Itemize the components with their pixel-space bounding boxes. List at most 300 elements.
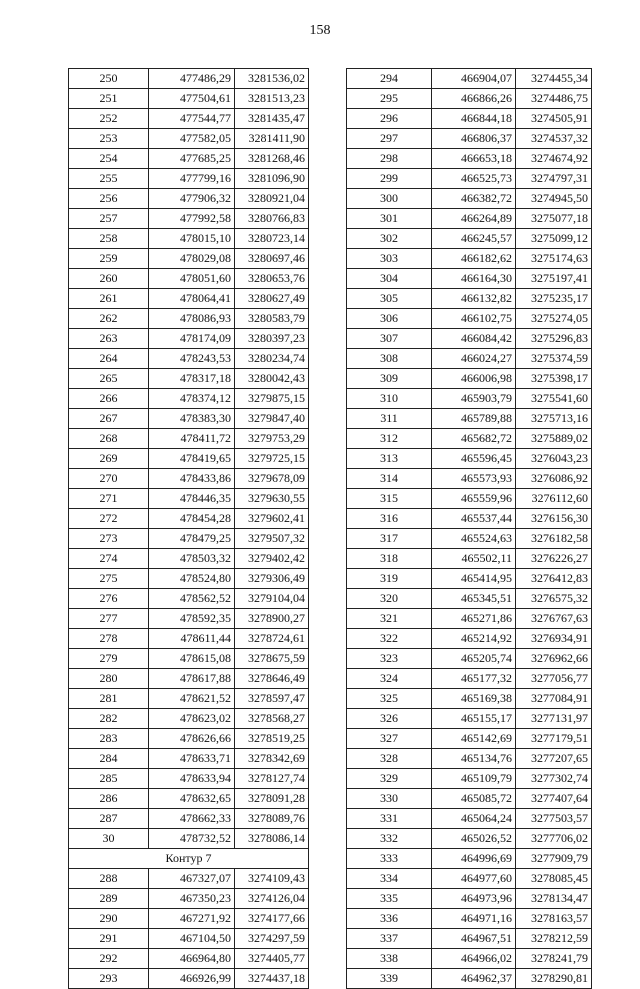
point-number: 323	[347, 649, 432, 669]
point-number: 285	[69, 769, 149, 789]
table-row	[69, 109, 309, 129]
table-row	[347, 909, 592, 929]
table-row	[69, 129, 309, 149]
x-coordinate: 465903,79	[432, 389, 516, 409]
x-coordinate: 478243,53	[149, 349, 235, 369]
coordinates-table-right-body	[347, 69, 592, 989]
point-number: 305	[347, 289, 432, 309]
x-coordinate: 464971,16	[432, 909, 516, 929]
table-row	[69, 389, 309, 409]
x-coordinate: 478662,33	[149, 809, 235, 829]
table-row	[347, 149, 592, 169]
table-row	[347, 389, 592, 409]
x-coordinate: 478064,41	[149, 289, 235, 309]
x-coordinate: 466024,27	[432, 349, 516, 369]
table-row	[69, 249, 309, 269]
x-coordinate: 478411,72	[149, 429, 235, 449]
x-coordinate: 478454,28	[149, 509, 235, 529]
table-row	[347, 489, 592, 509]
y-coordinate: 3274126,04	[235, 889, 309, 909]
y-coordinate: 3279725,15	[235, 449, 309, 469]
table-row	[69, 369, 309, 389]
x-coordinate: 478051,60	[149, 269, 235, 289]
table-row	[347, 849, 592, 869]
point-number: 319	[347, 569, 432, 589]
x-coordinate: 478086,93	[149, 309, 235, 329]
x-coordinate: 467104,50	[149, 929, 235, 949]
x-coordinate: 478174,09	[149, 329, 235, 349]
point-number: 273	[69, 529, 149, 549]
point-number: 311	[347, 409, 432, 429]
x-coordinate: 465524,63	[432, 529, 516, 549]
table-row	[347, 729, 592, 749]
y-coordinate: 3274945,50	[516, 189, 592, 209]
y-coordinate: 3276934,91	[516, 629, 592, 649]
coordinates-table-right	[346, 68, 592, 989]
y-coordinate: 3277503,57	[516, 809, 592, 829]
y-coordinate: 3275174,63	[516, 249, 592, 269]
table-row	[69, 329, 309, 349]
y-coordinate: 3274297,59	[235, 929, 309, 949]
table-row	[347, 929, 592, 949]
x-coordinate: 465573,93	[432, 469, 516, 489]
y-coordinate: 3279602,41	[235, 509, 309, 529]
point-number: 298	[347, 149, 432, 169]
point-number: 278	[69, 629, 149, 649]
x-coordinate: 467350,23	[149, 889, 235, 909]
y-coordinate: 3275197,41	[516, 269, 592, 289]
x-coordinate: 465064,24	[432, 809, 516, 829]
y-coordinate: 3275374,59	[516, 349, 592, 369]
x-coordinate: 465789,88	[432, 409, 516, 429]
table-row	[69, 469, 309, 489]
x-coordinate: 466964,80	[149, 949, 235, 969]
table-row	[347, 169, 592, 189]
table-row	[347, 409, 592, 429]
x-coordinate: 478374,12	[149, 389, 235, 409]
y-coordinate: 3278900,27	[235, 609, 309, 629]
table-row	[347, 889, 592, 909]
point-number: 256	[69, 189, 149, 209]
point-number: 264	[69, 349, 149, 369]
y-coordinate: 3276226,27	[516, 549, 592, 569]
y-coordinate: 3279306,49	[235, 569, 309, 589]
table-row	[347, 229, 592, 249]
x-coordinate: 464973,96	[432, 889, 516, 909]
x-coordinate: 465502,11	[432, 549, 516, 569]
x-coordinate: 478617,88	[149, 669, 235, 689]
y-coordinate: 3278086,14	[235, 829, 309, 849]
table-row	[69, 709, 309, 729]
point-number: 283	[69, 729, 149, 749]
x-coordinate: 465085,72	[432, 789, 516, 809]
point-number: 301	[347, 209, 432, 229]
coordinates-table-left-body	[69, 69, 309, 989]
table-row	[69, 169, 309, 189]
x-coordinate: 466653,18	[432, 149, 516, 169]
table-row	[69, 209, 309, 229]
y-coordinate: 3280921,04	[235, 189, 309, 209]
table-row	[69, 729, 309, 749]
point-number: 329	[347, 769, 432, 789]
table-row	[69, 449, 309, 469]
y-coordinate: 3280234,74	[235, 349, 309, 369]
table-row	[69, 629, 309, 649]
x-coordinate: 478626,66	[149, 729, 235, 749]
table-row	[347, 189, 592, 209]
y-coordinate: 3278212,59	[516, 929, 592, 949]
table-row	[69, 869, 309, 889]
x-coordinate: 478633,71	[149, 749, 235, 769]
point-number: 274	[69, 549, 149, 569]
x-coordinate: 478317,18	[149, 369, 235, 389]
table-row	[69, 289, 309, 309]
x-coordinate: 478383,30	[149, 409, 235, 429]
point-number: 310	[347, 389, 432, 409]
point-number: 324	[347, 669, 432, 689]
y-coordinate: 3274109,43	[235, 869, 309, 889]
point-number: 272	[69, 509, 149, 529]
y-coordinate: 3277706,02	[516, 829, 592, 849]
y-coordinate: 3280697,46	[235, 249, 309, 269]
x-coordinate: 478446,35	[149, 489, 235, 509]
point-number: 257	[69, 209, 149, 229]
table-row	[347, 449, 592, 469]
y-coordinate: 3274455,34	[516, 69, 592, 89]
x-coordinate: 464962,37	[432, 969, 516, 989]
y-coordinate: 3276575,32	[516, 589, 592, 609]
table-row	[347, 349, 592, 369]
point-number: 295	[347, 89, 432, 109]
y-coordinate: 3275099,12	[516, 229, 592, 249]
table-row	[347, 769, 592, 789]
point-number: 328	[347, 749, 432, 769]
y-coordinate: 3280627,49	[235, 289, 309, 309]
table-row	[69, 189, 309, 209]
y-coordinate: 3274797,31	[516, 169, 592, 189]
point-number: 333	[347, 849, 432, 869]
y-coordinate: 3279875,15	[235, 389, 309, 409]
y-coordinate: 3281435,47	[235, 109, 309, 129]
point-number: 303	[347, 249, 432, 269]
y-coordinate: 3281096,90	[235, 169, 309, 189]
table-row	[69, 589, 309, 609]
x-coordinate: 464967,51	[432, 929, 516, 949]
point-number: 263	[69, 329, 149, 349]
point-number: 260	[69, 269, 149, 289]
y-coordinate: 3274177,66	[235, 909, 309, 929]
x-coordinate: 466164,30	[432, 269, 516, 289]
table-row	[347, 869, 592, 889]
x-coordinate: 478621,52	[149, 689, 235, 709]
y-coordinate: 3277407,64	[516, 789, 592, 809]
x-coordinate: 477685,25	[149, 149, 235, 169]
table-row	[69, 309, 309, 329]
y-coordinate: 3281268,46	[235, 149, 309, 169]
y-coordinate: 3280397,23	[235, 329, 309, 349]
table-row	[69, 769, 309, 789]
y-coordinate: 3278089,76	[235, 809, 309, 829]
point-number: 309	[347, 369, 432, 389]
y-coordinate: 3276043,23	[516, 449, 592, 469]
point-number: 307	[347, 329, 432, 349]
table-row	[69, 149, 309, 169]
y-coordinate: 3277056,77	[516, 669, 592, 689]
coordinates-table-left	[68, 68, 309, 989]
y-coordinate: 3278342,69	[235, 749, 309, 769]
point-number: 299	[347, 169, 432, 189]
point-number: 268	[69, 429, 149, 449]
table-row	[69, 649, 309, 669]
point-number: 315	[347, 489, 432, 509]
table-row	[69, 549, 309, 569]
table-row	[69, 429, 309, 449]
point-number: 287	[69, 809, 149, 829]
y-coordinate: 3275077,18	[516, 209, 592, 229]
x-coordinate: 478623,02	[149, 709, 235, 729]
table-row	[347, 949, 592, 969]
y-coordinate: 3279104,04	[235, 589, 309, 609]
table-row	[69, 669, 309, 689]
table-row	[347, 429, 592, 449]
point-number: 308	[347, 349, 432, 369]
table-row	[347, 129, 592, 149]
point-number: 326	[347, 709, 432, 729]
y-coordinate: 3274437,18	[235, 969, 309, 989]
table-row	[69, 269, 309, 289]
point-number: 297	[347, 129, 432, 149]
y-coordinate: 3280723,14	[235, 229, 309, 249]
point-number: 276	[69, 589, 149, 609]
y-coordinate: 3278134,47	[516, 889, 592, 909]
table-row	[69, 909, 309, 929]
y-coordinate: 3280583,79	[235, 309, 309, 329]
table-row	[69, 789, 309, 809]
x-coordinate: 464966,02	[432, 949, 516, 969]
table-row	[347, 89, 592, 109]
table-row	[347, 209, 592, 229]
x-coordinate: 465537,44	[432, 509, 516, 529]
y-coordinate: 3275235,17	[516, 289, 592, 309]
x-coordinate: 465214,92	[432, 629, 516, 649]
x-coordinate: 466904,07	[432, 69, 516, 89]
x-coordinate: 478433,86	[149, 469, 235, 489]
point-number: 321	[347, 609, 432, 629]
table-row	[69, 89, 309, 109]
x-coordinate: 466245,57	[432, 229, 516, 249]
point-number: 281	[69, 689, 149, 709]
point-number: 255	[69, 169, 149, 189]
point-number: 300	[347, 189, 432, 209]
y-coordinate: 3274537,32	[516, 129, 592, 149]
page-number: 158	[309, 23, 331, 38]
point-number: 331	[347, 809, 432, 829]
y-coordinate: 3277179,51	[516, 729, 592, 749]
y-coordinate: 3274505,91	[516, 109, 592, 129]
y-coordinate: 3278519,25	[235, 729, 309, 749]
x-coordinate: 478632,65	[149, 789, 235, 809]
x-coordinate: 478732,52	[149, 829, 235, 849]
y-coordinate: 3276412,83	[516, 569, 592, 589]
x-coordinate: 465271,86	[432, 609, 516, 629]
point-number: 262	[69, 309, 149, 329]
table-row	[69, 749, 309, 769]
table-row	[347, 109, 592, 129]
x-coordinate: 466264,89	[432, 209, 516, 229]
point-number: 269	[69, 449, 149, 469]
table-row	[69, 929, 309, 949]
y-coordinate: 3281411,90	[235, 129, 309, 149]
table-row	[69, 609, 309, 629]
x-coordinate: 465345,51	[432, 589, 516, 609]
point-number: 332	[347, 829, 432, 849]
point-number: 290	[69, 909, 149, 929]
y-coordinate: 3276156,30	[516, 509, 592, 529]
table-row	[347, 69, 592, 89]
table-row	[347, 969, 592, 989]
point-number: 314	[347, 469, 432, 489]
point-number: 339	[347, 969, 432, 989]
point-number: 30	[69, 829, 149, 849]
x-coordinate: 477799,16	[149, 169, 235, 189]
y-coordinate: 3280042,43	[235, 369, 309, 389]
x-coordinate: 477992,58	[149, 209, 235, 229]
point-number: 258	[69, 229, 149, 249]
point-number: 250	[69, 69, 149, 89]
point-number: 292	[69, 949, 149, 969]
table-row	[347, 649, 592, 669]
point-number: 302	[347, 229, 432, 249]
table-row	[347, 589, 592, 609]
point-number: 313	[347, 449, 432, 469]
x-coordinate: 478592,35	[149, 609, 235, 629]
x-coordinate: 477544,77	[149, 109, 235, 129]
point-number: 336	[347, 909, 432, 929]
x-coordinate: 466382,72	[432, 189, 516, 209]
y-coordinate: 3274674,92	[516, 149, 592, 169]
x-coordinate: 465414,95	[432, 569, 516, 589]
y-coordinate: 3278127,74	[235, 769, 309, 789]
x-coordinate: 477906,32	[149, 189, 235, 209]
x-coordinate: 465559,96	[432, 489, 516, 509]
point-number: 337	[347, 929, 432, 949]
x-coordinate: 477486,29	[149, 69, 235, 89]
x-coordinate: 478029,08	[149, 249, 235, 269]
y-coordinate: 3276767,63	[516, 609, 592, 629]
y-coordinate: 3279678,09	[235, 469, 309, 489]
x-coordinate: 478503,32	[149, 549, 235, 569]
x-coordinate: 467271,92	[149, 909, 235, 929]
y-coordinate: 3278085,45	[516, 869, 592, 889]
point-number: 253	[69, 129, 149, 149]
x-coordinate: 466525,73	[432, 169, 516, 189]
table-row	[347, 609, 592, 629]
point-number: 296	[347, 109, 432, 129]
table-row	[347, 249, 592, 269]
point-number: 335	[347, 889, 432, 909]
x-coordinate: 465596,45	[432, 449, 516, 469]
y-coordinate: 3278290,81	[516, 969, 592, 989]
point-number: 252	[69, 109, 149, 129]
table-row	[69, 69, 309, 89]
y-coordinate: 3275398,17	[516, 369, 592, 389]
y-coordinate: 3275541,60	[516, 389, 592, 409]
table-row	[69, 569, 309, 589]
point-number: 318	[347, 549, 432, 569]
x-coordinate: 465109,79	[432, 769, 516, 789]
x-coordinate: 478479,25	[149, 529, 235, 549]
point-number: 254	[69, 149, 149, 169]
x-coordinate: 478633,94	[149, 769, 235, 789]
x-coordinate: 466182,62	[432, 249, 516, 269]
table-row	[347, 709, 592, 729]
y-coordinate: 3279847,40	[235, 409, 309, 429]
point-number: 251	[69, 89, 149, 109]
y-coordinate: 3278724,61	[235, 629, 309, 649]
x-coordinate: 478419,65	[149, 449, 235, 469]
point-number: 267	[69, 409, 149, 429]
x-coordinate: 478562,52	[149, 589, 235, 609]
y-coordinate: 3281513,23	[235, 89, 309, 109]
point-number: 312	[347, 429, 432, 449]
point-number: 325	[347, 689, 432, 709]
table-row	[347, 569, 592, 589]
x-coordinate: 465155,17	[432, 709, 516, 729]
x-coordinate: 465205,74	[432, 649, 516, 669]
table-row	[69, 509, 309, 529]
y-coordinate: 3274405,77	[235, 949, 309, 969]
x-coordinate: 465026,52	[432, 829, 516, 849]
table-row	[347, 629, 592, 649]
x-coordinate: 465177,32	[432, 669, 516, 689]
section-title: Контур 7	[69, 849, 309, 869]
x-coordinate: 478615,08	[149, 649, 235, 669]
table-row	[347, 369, 592, 389]
table-row	[347, 509, 592, 529]
table-row	[69, 689, 309, 709]
x-coordinate: 466844,18	[432, 109, 516, 129]
table-row	[347, 789, 592, 809]
point-number: 284	[69, 749, 149, 769]
table-row	[69, 969, 309, 989]
x-coordinate: 465169,38	[432, 689, 516, 709]
point-number: 338	[347, 949, 432, 969]
y-coordinate: 3275274,05	[516, 309, 592, 329]
x-coordinate: 466926,99	[149, 969, 235, 989]
y-coordinate: 3275296,83	[516, 329, 592, 349]
x-coordinate: 466866,26	[432, 89, 516, 109]
point-number: 271	[69, 489, 149, 509]
y-coordinate: 3278675,59	[235, 649, 309, 669]
x-coordinate: 478524,80	[149, 569, 235, 589]
point-number: 282	[69, 709, 149, 729]
y-coordinate: 3276112,60	[516, 489, 592, 509]
x-coordinate: 466084,42	[432, 329, 516, 349]
y-coordinate: 3278241,79	[516, 949, 592, 969]
y-coordinate: 3279402,42	[235, 549, 309, 569]
table-row	[69, 409, 309, 429]
x-coordinate: 477504,61	[149, 89, 235, 109]
table-row	[69, 949, 309, 969]
table-row	[347, 549, 592, 569]
y-coordinate: 3278163,57	[516, 909, 592, 929]
x-coordinate: 464977,60	[432, 869, 516, 889]
table-row	[347, 469, 592, 489]
point-number: 277	[69, 609, 149, 629]
table-row	[69, 489, 309, 509]
point-number: 316	[347, 509, 432, 529]
point-number: 330	[347, 789, 432, 809]
